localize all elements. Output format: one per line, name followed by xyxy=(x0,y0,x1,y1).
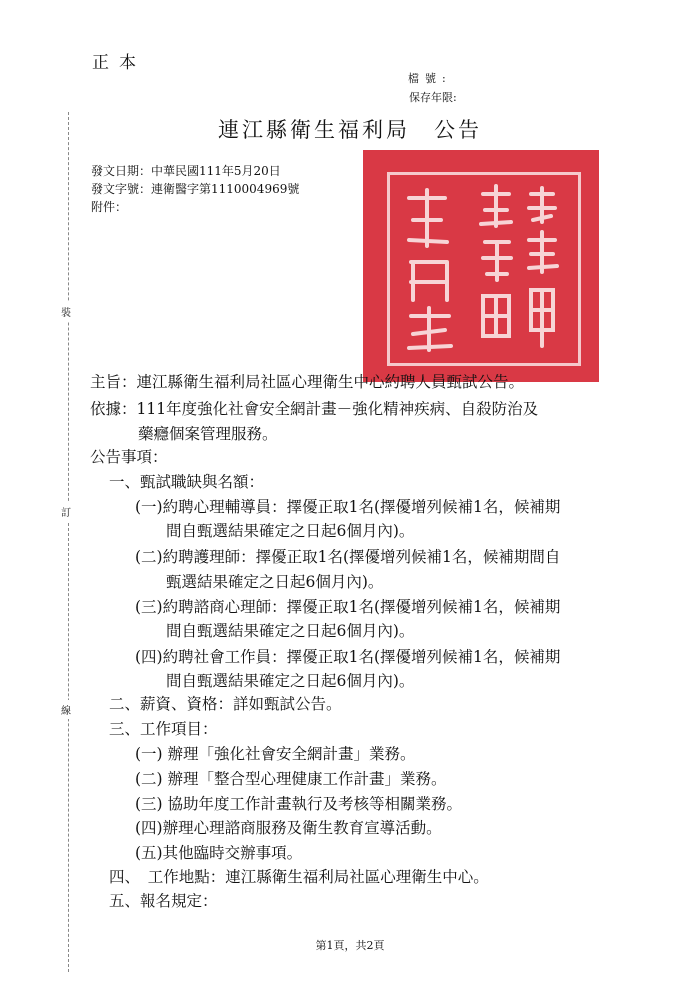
binding-line xyxy=(68,112,69,972)
basis-line-2: 藥癮個案管理服務。 xyxy=(138,425,278,443)
document-info xyxy=(91,162,299,216)
section-1-item-3-line-2: 間自甄選結果確定之日起6個月內)。 xyxy=(166,622,415,640)
file-number-label: 檔號: xyxy=(408,72,452,85)
section-3-heading: 三、工作項目： xyxy=(109,720,218,738)
subject-line: 主旨：連江縣衛生福利局社區心理衛生中心約聘人員甄試公告。 xyxy=(90,373,525,391)
attachment-label: 附件： xyxy=(91,200,128,214)
issue-date: 發文日期：中華民國111年5月20日 xyxy=(91,164,281,178)
section-1-item-1-line-1: (一)約聘心理輔導員：擇優正取1名(擇優增列候補1名，候補期 xyxy=(135,498,561,516)
copy-label: 正本 xyxy=(92,53,146,73)
section-1-item-4-line-1: (四)約聘社會工作員：擇優正取1名(擇優增列候補1名，候補期 xyxy=(135,648,561,666)
section-1-item-4-line-2: 間自甄選結果確定之日起6個月內)。 xyxy=(166,672,415,690)
section-3-item-2: (二) 辦理「整合型心理健康工作計畫」業務。 xyxy=(135,770,447,788)
section-3-item-3: (三) 協助年度工作計畫執行及考核等相關業務。 xyxy=(135,795,463,813)
section-3-item-5: (五)其他臨時交辦事項。 xyxy=(135,844,303,862)
section-1-item-3-line-1: (三)約聘諮商心理師：擇優正取1名(擇優增列候補1名，候補期 xyxy=(135,598,561,616)
binding-mark-ding: 訂 xyxy=(61,502,71,521)
binding-mark-xian: 線 xyxy=(61,700,71,719)
section-2: 二、薪資、資格：詳如甄試公告。 xyxy=(109,695,342,713)
section-5: 五、報名規定： xyxy=(109,892,218,910)
section-3-item-1: (一) 辦理「強化社會安全網計畫」業務。 xyxy=(135,745,416,763)
section-1-item-1-line-2: 間自甄選結果確定之日起6個月內)。 xyxy=(166,522,415,540)
document-title: 連江縣衛生福利局 公告 xyxy=(218,118,482,142)
document-number: 發文字號：連衛醫字第1110004969號 xyxy=(91,182,300,196)
binding-mark-zhuang: 裝 xyxy=(61,302,71,321)
notice-heading: 公告事項： xyxy=(90,448,168,466)
retention-period-label: 保存年限: xyxy=(409,91,457,104)
page-number: 第1頁，共2頁 xyxy=(315,939,385,952)
section-1-heading: 一、甄試職缺與名額： xyxy=(109,473,265,491)
section-4: 四、 工作地點：連江縣衛生福利局社區心理衛生中心。 xyxy=(109,868,489,886)
basis-line-1: 依據：111年度強化社會安全網計畫－強化精神疾病、自殺防治及 xyxy=(90,400,539,418)
section-1-item-2-line-1: (二)約聘護理師：擇優正取1名(擇優增列候補1名，候補期間自 xyxy=(135,548,561,566)
section-3-item-4: (四)辦理心理諮商服務及衛生教育宣導活動。 xyxy=(135,819,442,837)
seal-script-icon xyxy=(363,150,599,382)
official-seal xyxy=(363,150,599,382)
section-1-item-2-line-2: 甄選結果確定之日起6個月內)。 xyxy=(166,573,384,591)
